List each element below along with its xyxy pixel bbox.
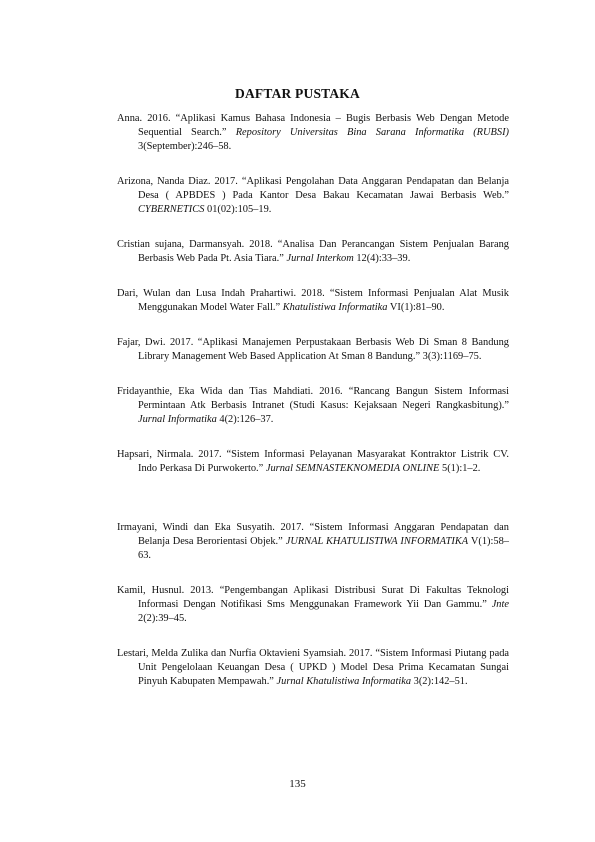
reference-journal: Jurnal Khatulistiwa Informatika [276, 676, 412, 687]
reference-volume: V(1):58–63. [138, 536, 509, 561]
reference-journal: Jurnal SEMNASTEKNOMEDIA ONLINE [265, 463, 440, 474]
reference-entry [117, 448, 509, 476]
reference-journal: Jnte [491, 599, 509, 610]
reference-volume: VI(1):81–90. [387, 302, 445, 313]
reference-text: Cristian sujana, Darmansyah. 2018. “Analisa Dan Perancangan Sistem Penjualan Barang Berbasis Web Pada Pt. Asia Tiara.” [117, 239, 509, 264]
reference-text: Arizona, Nanda Diaz. 2017. “Aplikasi Pengolahan Data Anggaran Pendapatan dan Belanja Desa ( APBDES ) Pada Kantor Desa Bakau Kecamatan Jawai Berbasis Web.” [117, 176, 509, 201]
reference-volume: 12(4):33–39. [353, 253, 411, 264]
reference-text: Fridayanthie, Eka Wida dan Tias Mahdiati. 2016. “Rancang Bangun Sistem Informasi Permintaan Atk Berbasis Intranet (Studi Kasus: Kejaksaan Negeri Rangkasbitung).” [117, 386, 509, 411]
reference-entry [117, 336, 509, 364]
reference-journal: JURNAL KHATULISTIWA INFORMATIKA [285, 536, 469, 547]
reference-text: Irmayani, Windi dan Eka Susyatih. 2017. “Sistem Informasi Anggaran Pendapatan dan Belanja Desa Berorientasi Objek.” [117, 522, 509, 547]
reference-text: Lestari, Melda Zulika dan Nurfia Oktavieni Syamsiah. 2017. “Sistem Informasi Piutang pada Unit Pengelolaan Keuangan Desa ( UPKD ) Model Desa Prima Kecamatan Sungai Pinyuh Kabupaten Mempawah.” [117, 648, 509, 687]
reference-text: Hapsari, Nirmala. 2017. “Sistem Informasi Pelayanan Masyarakat Kontraktor Listrik CV. Indo Perkasa Di Purwokerto.” [117, 449, 509, 474]
reference-entry [117, 647, 509, 689]
reference-journal: CYBERNETICS [138, 204, 205, 215]
reference-journal: Repository Universitas Bina Sarana Informatika (RUBSI) [235, 127, 509, 138]
reference-journal: Jurnal Interkom [286, 253, 354, 264]
reference-entry [117, 385, 509, 427]
reference-journal: Khatulistiwa Informatika [282, 302, 388, 313]
reference-entry [117, 175, 509, 217]
reference-text: Kamil, Husnul. 2013. “Pengembangan Aplikasi Distribusi Surat Di Fakultas Teknologi Informasi Dengan Notifikasi Sms Menggunakan Framework Yii Dan Gammu.” [117, 585, 509, 610]
reference-entry [117, 287, 509, 315]
reference-volume: 3(2):142–51. [411, 676, 468, 687]
reference-volume: 5(1):1–2. [439, 463, 481, 474]
reference-list [117, 112, 509, 710]
reference-journal: Jurnal Informatika [138, 414, 217, 425]
reference-text: Anna. 2016. “Aplikasi Kamus Bahasa Indonesia – Bugis Berbasis Web Dengan Metode Sequential Search.” [117, 113, 509, 138]
reference-entry [117, 238, 509, 266]
reference-volume: 2(2):39–45. [138, 613, 187, 624]
reference-entry [117, 112, 509, 154]
reference-volume: 4(2):126–37. [216, 414, 274, 425]
reference-entry [117, 584, 509, 626]
page-number: 135 [289, 778, 306, 790]
reference-volume: 01(02):105–19. [204, 204, 272, 215]
page-title: DAFTAR PUSTAKA [235, 86, 360, 101]
reference-text: Fajar, Dwi. 2017. “Aplikasi Manajemen Perpustakaan Berbasis Web Di Sman 8 Bandung Library Management Web Based Application At Sman 8 Bandung.” 3(3):1169–75. [117, 337, 509, 362]
reference-volume: 3(September):246–58. [138, 141, 232, 152]
reference-entry [117, 521, 509, 563]
reference-text: Dari, Wulan dan Lusa Indah Prahartiwi. 2018. “Sistem Informasi Penjualan Alat Musik Menggunakan Model Water Fall.” [117, 288, 509, 313]
